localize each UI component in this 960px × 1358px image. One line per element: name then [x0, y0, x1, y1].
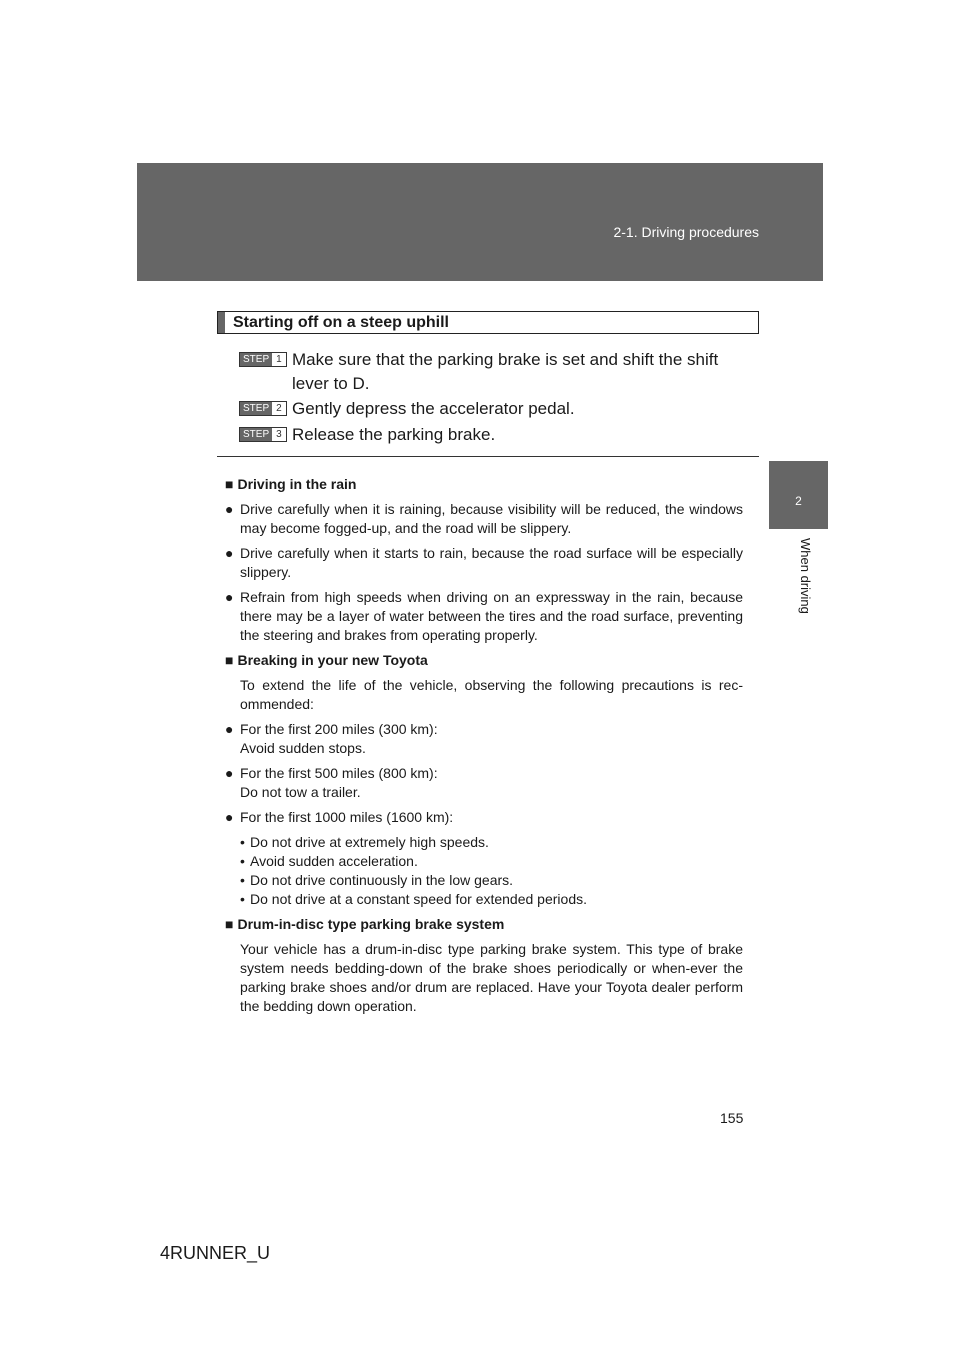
note-heading-breaking: ■ Breaking in your new Toyota [225, 652, 428, 668]
chapter-label: When driving [798, 538, 813, 614]
footer-id: 4RUNNER_U [160, 1243, 271, 1263]
list-item: ● Drive carefully when it is raining, because visibility will be reduced, the windows may become fogged-up, and the road will be slippery. [225, 501, 743, 536]
list-item: ● Refrain from high speeds when driving on an expressway in the rain, because there may be a layer of water between the tires and the road surface, preventing the steering and brakes from operating properly. [225, 589, 743, 643]
chapter-tab [769, 461, 828, 529]
page-number: 155 [720, 1110, 744, 1126]
list-item: ● For the first 200 miles (300 km): Avoid sudden stops. [225, 721, 438, 756]
section-divider [217, 456, 759, 457]
step-3 [239, 423, 759, 447]
sub-list-item: • Do not drive at a constant speed for extended periods. [240, 891, 587, 907]
step-badge: STEP 2 [239, 401, 287, 416]
step-text: Make sure that the parking brake is set and shift the shift lever to D. [292, 350, 719, 393]
list-item: ● Drive carefully when it starts to rain, because the road surface will be especially slippery. [225, 545, 743, 580]
sub-list-item: • Do not drive at extremely high speeds. [240, 834, 489, 850]
step-badge: STEP 1 [239, 352, 287, 367]
section-heading-box [217, 311, 759, 334]
section-heading-bar [218, 312, 225, 333]
sub-list [225, 833, 743, 909]
chapter-number: 2 [795, 494, 802, 508]
note-paragraph: Your vehicle has a drum-in-disc type parking brake system. This type of brake system needs bedding-down of the brake shoes periodically or when-ever the parking brake shoes and/or drum are replaced. Have your Toyota dealer perform the bedding down operation. [240, 941, 743, 1014]
step-badge: STEP 3 [239, 427, 287, 442]
sub-list-item: • Do not drive continuously in the low gears. [240, 872, 514, 888]
list-item: ● For the first 1000 miles (1600 km): [225, 809, 454, 825]
step-text: Gently depress the accelerator pedal. [292, 399, 575, 418]
step-1 [239, 348, 759, 396]
notes-section [225, 475, 743, 1016]
note-heading-rain: ■ Driving in the rain [225, 476, 357, 492]
section-heading: Starting off on a steep uphill [233, 314, 449, 331]
note-heading-drum: ■ Drum-in-disc type parking brake system [225, 916, 505, 932]
list-item: ● For the first 500 miles (800 km): Do not tow a trailer. [225, 765, 438, 800]
note-paragraph: To extend the life of the vehicle, observing the following precautions is rec-ommended: [240, 677, 743, 712]
step-text: Release the parking brake. [292, 425, 496, 444]
header-band [137, 163, 823, 281]
sub-list-item: • Avoid sudden acceleration. [240, 853, 418, 869]
step-2 [239, 397, 759, 421]
header-section-title: 2-1. Driving procedures [613, 224, 759, 240]
